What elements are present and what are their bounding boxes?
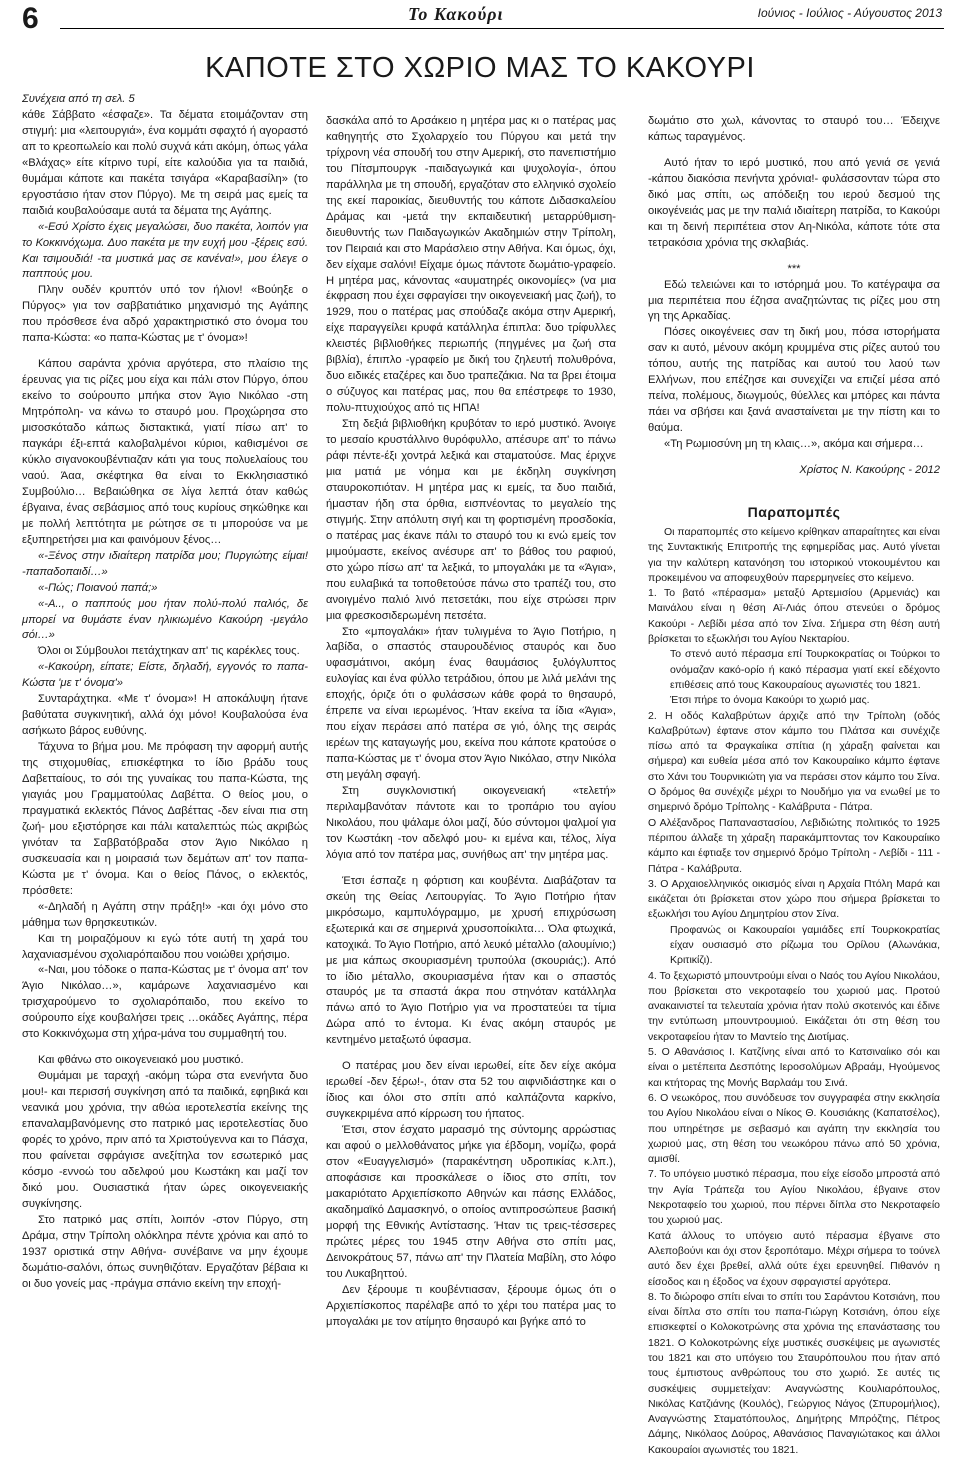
reference-item: Ο Αλέξανδρος Παπαναστασίου, Λεβιδιώτης πολιτικός το 1925 πέριπου άλλαξε τη χάραξη παρακάμπτοντας τον Κακουραίικο κάμπο και έφτιαξε τον σημερινό δρόμο Τρίπολη - Λεβίδι - 111 - Πάτρα - Καλάβρυτα. — [648, 816, 940, 875]
paragraph: Στη συγκλονιστική οικογενειακή «τελετή» περιλαμβανόταν πάντοτε και το τροπάριο του αγίου Νικολάου, που ψάλαμε όλοι μαζί, δύο σύντομοι ψαλμοί για τον Κωστάκη -τον αδελφό μου- κι εμένα και, τέλος, λίγα λόγια από τον πατέρα μας, συνήθως απ' την μητέρα μας. — [326, 785, 616, 861]
paragraph: «-Ξένος στην ιδιαίτερη πατρίδα μου; Πυργιώτης είμαι! -παπαδοπαιδί…» — [22, 549, 308, 578]
paragraph: Στο «μπογαλάκι» ήταν τυλιγμένα το Άγιο Ποτήριο, η λαβίδα, ο σπαστός σταυρουδένιος σταυρός και δυο υφασμάτινοι, ακόμη ένας θαυμάσιος ξυλόγλυπτος ευλογίας και ένα φύλλο τετράδιου, όπου με λιλά μελάνι της εποχής, όριζε ότι ο φυλάσσων κάθε φορά το θησαυρό, έπρεπε να είναι ιερωμένος. Ήταν εκείνα τα ίδια «Άγια», που είχαν περάσει από πατέρα σε γιό, όλης της σειράς ιερέων της καταγωγής μου, εκείνα που κάποτε κρατούσε ο παπα-Κώστας με τ' όνομα στον Άγιο Νικόλαο, στην Νικόλα στη μεγάλη σφαγή. — [326, 625, 616, 782]
paragraph: Εδώ τελειώνει και το ιστόρημά μου. Το κατέγραψα σα μια περιπέτεια που έζησα αναζητώντας τις ρίζες μου στη γη της Αρκαδίας. — [648, 278, 940, 323]
paragraph: «-Α.., ο παππούς μου ήταν πολύ-πολύ παλιός, δε μπορεί να θυμάστε έναν ηλικιωμένο Κακούρη -μεγάλο σόι…» — [22, 597, 308, 642]
paragraph: «-Ναι, μου τόδοκε ο παπα-Κώστας με τ' όνομα απ' τον Άγιο Νικόλαο…», καμάρωνε λαχανιασμένο και τρισχαρούμενο το σχολιαρόπαιδο, που εκείνο το σούρουπο είχε κουβαλήσει τρεις …οκάδες Αγάπης, πέρα στο Κοκκινόχωμα στη χήρα-μάνα του συμμαθητή του. — [22, 964, 308, 1041]
paragraph: Έτσι, στον έσχατο μαρασμό της σύντομης αρρώστιας και αφού ο μελλοθάνατος μήκε για έβδομη, νομίζω, φορά στον «Ευαγγελισμό» (παρακέντηση υδροπικίας κ.λπ.), αποφάσισε και προσκάλεσε ο ίδιος στο σπίτι, τον μακαριότατο Αρχιεπίσκοπο Αθηνών και πάσης Ελλάδος, ακαδημαϊκό Δαμασκηνό, ο οποίος αντιπροσώπευε βασική μορφή της Εθνικής Αντίστασης. Ήταν τις τρεις-τέσσερες πρώτες μέρες του 1945 στην Αθήνα στο σπίτι μας, Δεινοκράτους 57, πάνω απ' την Πλατεία Μαβίλη, στο λόφο του Λυκαβηττού. — [326, 1124, 616, 1280]
newspaper-name: Το Κακούρι — [400, 4, 512, 25]
references-intro: Οι παραπομπές στο κείμενο κρίθηκαν απαραίτητες και είναι της Συντακτικής Επιτροπής της εφημερίδας μας. Αυτό γίνεται για την καλύτερη κατανόηση του ιστορικού ντοκουμέντου και προκειμένου να αποφευχθούν παρερμηνείες στο κείμενο. — [648, 525, 940, 584]
continued-note: Συνέχεια από τη σελ. 5 — [22, 93, 135, 105]
paragraph: κάθε Σάββατο «έσφαζε». Τα δέματα ετοιμάζονταν στη στιγμή: μια «λειτουργιά», ένα κομμάτι σφαχτό ή αγοραστό απ το κρεοπωλείο και πολύ συχνά κάτι ακόμη, όπως γάλα «Βλάχας» είτε κίτρινο τυρί, είτε καλούδια για τα παιδιά, θυμάμαι κάποτε και πακέτα τσιγάρα «Καραβασίλη» (το εργοστάσιο ήταν στον Πύργο). Με τη σειρά μας εμείς τα παιδιά κουβαλούσαμε αυτά τα δέματα της Αγάπης. — [22, 108, 308, 217]
reference-item: 3. Ο Αρχαιοελληνικός οικισμός είναι η Αρχαία Πτόλη Μαρά και εικάζεται ότι βρίσκεται στον χώρο που σήμερα βρίσκεται το εξωκλήσι του Αγίου Δημητρίου στον Σίνα. — [648, 877, 940, 921]
paragraph: «-Κακούρη, είπατε; Είστε, δηλαδή, εγγονός το παπα-Κώστα 'με τ' όνομα'» — [22, 661, 308, 690]
paragraph: «-Δηλαδή η Αγάπη στην πράξη!» -και όχι μόνο στο μάθημα των θρησκευτικών. — [22, 900, 308, 929]
paragraph: Τάχυνα το βήμα μου. Με πρόφαση την αφορμή αυτής της στιχομυθίας, επισκέφτηκα το ίδιο βράδυ τους Δαβετταίους, το σόι της γυναίκας του παπα-Κώστα, της γιαγιάς μου Γραμματούλας Δαβέττα. Ο θείος μου, ο πραγματικά εκλεκτός Πάνος Δαβέττας -δεν είναι πια στη ζωή- μου εξιστόρησε και πάλι καταλεπτώς πώς ακριβώς γινόταν τα Σαββατόβραδα στον Άγιο Νικόλαο η συσκευασία και η μοιρασιά των δεμάτων απ' τον παπα-Κώστα με τ' όνομα. Και ο θείος Πάνος, ο εκλεκτός, πρόσθετε: — [22, 741, 308, 897]
reference-item: 2. Η οδός Καλαβρύτων άρχιζε από την Τρίπολη (οδός Καλαβρύτων) έφτανε στον κάμπο του Πλάτσα και συνέχιζε πίσω από τα Φραγκαίικα σπίτια (η χάραξη φαίνεται και σήμερα) και ευθεία μέσα από τον Κακουραίικο κάμπο έφτανε στο Χάνι του Τουρνικιώτη για να περάσει στον κάμπο του Σίνα. Ο δρόμος θα συνέχιζε μέχρι το Νουδήμο για να ενωθεί με το σημερινό δρόμο Τρίπολης - Καλάβρυτα - Πάτρα. — [648, 709, 940, 814]
page-header — [0, 0, 960, 46]
section-separator: *** — [787, 262, 801, 275]
paragraph: Πλην ουδέν κρυπτόν υπό τον ήλιον! «Βούηξε ο Πύργος» για τον σαββατιάτικο μηχανισμό της Αγάπης που πρόσθεσε ένα αδρό χαρακτηριστικό στο όνομα του παπα-Κώστα: «ο παπα-Κώστας με τ' όνομα»! — [22, 284, 308, 345]
paragraph: δασκάλα από το Αρσάκειο η μητέρα μας κι ο πατέρας μας καθηγητής στο Σχολαρχείο του Πύργου και μετά την τρίχρονη νέα σπουδή του στην Αμερική, στο πανεπιστήμιο του Πίτσμπουργκ -παιδαγωγικά και ψυχολογία-, όπου παράλληλα με τη σπουδή, εργαζόταν στο ελληνικό σχολείο της εκεί παροικίας, διευθυντής του κάποτε Διδασκαλείου Δράμας και -μετά την εκπαιδευτική μεταρρύθμιση- διευθυντής των Παιδαγωγικών Ακαδημιών στην Τρίπολη, τον Πειραιά και στο Μαράσλειο στην Αθήνα. Και όμως, όχι, δεν είχαμε σαλόνι! Είχαμε όμως πάντοτε δωμάτιο-γραφείο. Η μητέρα μας, κάνοντας «αυματηρές οικονομίες» (να μια έκφραση που έχει σφραγίσει την οικογενειακή μας ζωή), το 1929, που ο πατέρας μας σπούδαζε ακόμα στην Αμερική, είχε παραγγείλει κρυφά κατάλληλα έπιπλα: δυο τρίφυλλες κλειστές βιβλιοθήκες περιωπής (πηγμένες μα ζωή στα βιβλία), έπιπλο -γραφείο με δική του ζηλευτή πολυθρόνα, δυο ειδικές εταζέρες και δυο τραπεζάκια. Να τα βρει έτοιμα ο σύζυγος και πατέρας μας, που θα επέστρεφε το 1930, πολυ-πτυχιούχος από τις ΗΠΑ! — [326, 115, 616, 415]
paragraph: Έτσι έσπαζε η φόρτιση και κουβέντα. Διαβάζοταν τα σκεύη της Θείας Λειτουργίας. Το Άγιο Ποτήριο ήταν μικρόσωμο, καμπυλόγραμμο, με χρυσή επιχρύσωση εξωτερικά και σε σημερινά χρυσοποίκιλτα… Όλα φτωχικά, κατοχικά. Το Άγιο Ποτήριο, από λευκό μέταλλο (αλουμίνιο;) με μια κάπως σκουριασμένη τρυπούλα (σκουριάς;). Από το ίδιο μέταλλο, σκουριασμένα ήταν και ο σπαστός σταυρός με τα σπαστά άκρα που στηνόταν κατάλληλα πάνω από το Άγιο Ποτήριο για να προστατεύει τα τίμια Δώρα από το έντομα. Κι ένας ακόμη σταυρός με κεντημένο μεταξωτό ύφασμα. — [326, 874, 616, 1047]
header-rule — [60, 28, 944, 29]
reference-item: 8. Το διώροφο σπίτι είναι το σπίτι του Σαράντου Κοτσιάνη, που είναι δίπλα στο σπίτι του παπα-Γιώργη Κοτσιάνη, όπου είχε επισκεφτεί ο Κολοκοτρώνης στα χρόνια της επανάστασης του 1821. Ο Κολοκοτρώνης είχε μυστικές συσκέψεις με αγωνιστές του 1821 και στο υπόγειο του Σταυρόπουλου που ήταν από τους έμπιστους ανθρώπους του στο χωριό. Σε αυτές τις συσκέψεις συμμετείχαν: Αναγνώστης Κουλιαρόπουλος, Νικόλας Κατζιάνης (Κουλός), Γεώργιος Νάγος (Σπυρομήλιος), Αναγνώστης Σταματόπουλος, Δημήτρης Μπρόζτης, Πέτρος Δάμης, Νικόλαος Δούρος, Αθανάσιος Παναγιώτακος και άλλοι Κακουραίοι αγωνιστές του 1821. — [648, 1290, 940, 1456]
page-number: 6 — [22, 2, 39, 35]
paragraph: Στη δεξιά βιβλιοθήκη κρυβόταν το ιερό μυστικό. Άνοιγε το μεσαίο κρυστάλλινο θυρόφυλλο, απέσυρε απ' το πάνω ράφι πέντε-έξι χοντρά λεξικά και σταματούσε. Μας έριχνε μια ματιά με νόημα και με έκδηλη συγκίνηση σταυροκοπιόταν. Η μητέρα μας κι εμείς, τα δυο παιδιά, ήμασταν ήδη στα όρθια, εισπνέοντας το μεγαλείο της στιγμής. Στην απόλυτη σιγή και τη φορτισμένη προσδοκία, ο πατέρας μας έκανε πάλι το σταυρό του κι ενώ εμείς τον μιμούμαστε, εκείνος ανέσυρε απ' το βάθος του ραφιού, στο χώρο πίσω απ' τα λεξικά, το μπογαλάκι με τα «Άγια», που ευλαβικά τα τοποθετούσε πάνω στο τραπέζι του, στο ανοιγμένο παλιό λινό πετσετάκι, που είχε στρώσει πριν μια φρεσκοσιδερωμένη πετσέτα. — [326, 418, 616, 622]
reference-item: 1. Το βατό «πέρασμα» μεταξύ Αρτεμισίου (Αρμενιάς) και Μαινάλου είναι η θέση Αϊ-Λιάς όπου στενεύει ο δρόμος Κακούρι - Λεβίδι μέσα από τον Σίνα. Σήμερα στη θέση αυτή βρίσκεται το εξωκλήσι του Αγίου Νεκταρίου. — [648, 587, 940, 646]
reference-item: Έτσι πήρε το όνομα Κακούρι το χωριό μας. — [670, 694, 870, 707]
paragraph: «-Πώς; Ποιανού παπά;» — [38, 581, 158, 594]
paragraph: Κάπου σαράντα χρόνια αργότερα, στο πλαίσιο της έρευνας για τις ρίζες μου είχα και πάλι στον Πύργο, όπου εκείνο το σούρουπο μπήκα στον Άγιο Νικόλαο -στη Μητρόπολη- να κάνω το σταυρό μου. Προχώρησα στο μισοσκόταδο κάπως διστακτικά, γιατί πίσω απ' το παγκάρι έξι-επτά καλοβαλμένοι κύριοι, καθισμένοι σε κύκλο σιγανοκουβέντιαζαν κάτι για τους πολυελαίους του ναού. Άαα, σκέφτηκα θα είναι το Εκκλησιαστικό Συμβούλιο… Βεβαιώθηκα σε λίγα λεπτά όταν καθώς έβγαινα, ένας σεβάσμιος από τους κυρίους σηκώθηκε και με πολλή λεπτότητα με ρώτησε σε τι μπορούσε να με εξυπηρετήσει μια και φαινόμουν ξένος… — [22, 358, 308, 546]
reference-item: 4. Το ξεχωριστό μπουντρούμι είναι ο Ναός του Αγίου Νικολάου, που βρίσκεται στο νεκροταφείο του χωριού μας. Προτού ανακαινιστεί τα τελευταία χρόνια ήταν πολύ σκοτεινός και έδινε την εντύπωση μπουντρουμιού. Εικάζεται ότι στη θέση του νεκροταφείου ήταν το Μαντείο της Διοτίμας. — [648, 969, 940, 1043]
reference-item: 6. Ο νεωκόρος, που συνόδευσε τον συγγραφέα στην εκκλησία του Αγίου Νικολάου είναι ο Νίκος Θ. Κουσιάκης (Καπατσέλος), που υπηρέτησε με σεβασμό και αγάπη την εκκλησία του χωριού μας, στη θέση του νεωκόρου πάνω από 50 χρόνια, αμισθί. — [648, 1091, 940, 1166]
reference-item: Το στενό αυτό πέρασμα επί Τουρκοκρατίας οι Τούρκοι το ονόμαζαν κακό-ορίο ή κακό πέρασμα γιατί εκεί εδέχοντο επιθέσεις από τους Κακουραίους αγωνιστές του 1821. — [670, 648, 940, 691]
paragraph: δωμάτιο στο χωλ, κάνοντας το σταυρό του… Έδειχνε κάπως ταραγμένος. — [648, 115, 940, 143]
paragraph: Συνταράχτηκα. «Με τ' όνομα»! Η αποκάλυψη ήτανε βαθύτατα συγκινητική, αλλά όχι μόνο! Κουβαλούσα ένα ασήκωτο βάρος ευθύνης. — [22, 693, 308, 738]
paragraph: Ο πατέρας μου δεν είναι ιερωθεί, είτε δεν είχε ακόμα ιερωθεί -δεν ξέρω!-, όταν στα 52 του αιφνιδιάστηκε και ο ίδιος και όλοι στο σπίτι από καλπάζοντα καρκίνο, συγκεκριμένα από κίρρωση του ήπατος. — [326, 1060, 616, 1121]
reference-item: Προφανώς οι Κακουραίοι γαμιάδες επί Τουρκοκρατίας είχαν ουσιασμό στο ρίζωμα του Ορίλου (Αλωνάκια, Κριτικίζι). — [670, 923, 940, 967]
reference-item: Κατά άλλους το υπόγειο αυτό πέρασμα έβγαινε στο Αλεποβούνι και όχι στον ξεροπόταμο. Μέχρι σήμερα το τούνελ αυτό δεν έχει βρεθεί, αλλά ούτε έχει ερευνηθεί. Πιθανόν η είσοδος και η έξοδος να έχουν σφραγιστεί αργότερα. — [648, 1229, 940, 1288]
paragraph: «-Εσύ Χρίστο έχεις μεγαλώσει, δυο πακέτα, λοιπόν για το Κοκκινόχωμα. Δυο πακέτα με την ευχή μου -ξέρεις εσύ. Και τσιμουδιά! -τα μυστικά μας σε κανένα!», μου έλεγε ο παππούς μου. — [22, 220, 308, 281]
reference-item: 5. Ο Αθανάσιος Ι. Κατζίνης είναι από το Κατσιναίικο σόι και είναι ο μετέπειτα Δεσπότης Ιεροσολύμων Αβραάμ, Ηγούμενος και κτήτορας της Μονής Βαρλαάμ του Σινά. — [648, 1046, 940, 1089]
article-title: ΚΑΠΟΤΕ ΣΤΟ ΧΩΡΙΟ ΜΑΣ ΤΟ ΚΑΚΟΥΡΙ — [205, 52, 755, 84]
paragraph: Πόσες οικογένειες σαν τη δική μου, πόσα ιστορήματα σαν κι αυτό, μένουν ακόμη κρυμμένα στις ρίζες αυτού του τόπου, αυτής της πατρίδας και αυτού του λαού των Ελλήνων, που επέζησε και συνεχίζει να επιζεί μέσα από πείνα, πολέμους, διωγμούς, θύελλες και μπόρες και πάντα πάει να σβήσει και ξανά ανασταίνεται με την πίστη και το θαύμα. — [648, 326, 940, 435]
paragraph: Στο πατρικό μας σπίτι, λοιπόν -στον Πύργο, στη Δράμα, στην Τρίπολη ολόκληρα πέντε χρόνια και από το 1937 οριστικά στην Αθήνα- συνέβαινε να μην έχουμε δωμάτιο-σαλόνι, όπως συνηθιζόταν. Εργαζόταν βέβαια κι οι δυο γονείς μας -πράγμα σπάνιο εκείνη την εποχή- — [22, 1213, 308, 1290]
paragraph: Και τη μοιραζόμουν κι εγώ τότε αυτή τη χαρά του λαχανιασμένου σχολιαρόπαιδου που νοιώθει χρήσιμο. — [22, 932, 308, 961]
paragraph: Όλοι οι Σύμβουλοι πετάχτηκαν απ' τις καρέκλες τους. — [38, 645, 300, 658]
article-column-1 — [22, 92, 308, 1293]
references-heading: Παραπομπές — [747, 504, 841, 521]
reference-item: 7. Το υπόγειο μυστικό πέρασμα, που είχε είσοδο μπροστά από την Αγία Τράπεζα του Αγίου Νικολάου, έβγαινε στον Νεκροταφείο του χωριού, που πέρνει δίπλα στο Νεκροταφείο του χωριού μας. — [648, 1168, 940, 1227]
paragraph: «Τη Ρωμιοσύνη μη τη κλαις…», ακόμα και σήμερα… — [664, 438, 924, 451]
paragraph: Θυμάμαι με ταραχή -ακόμη τώρα στα ενενήντα δυο μου!- και περισσή συγκίνηση από τα παιδικά, εφηβικά και νεανικά μου χρόνια, την αθώα ιεροτελεστία εκείνης της επαναλαμβανόμενης στο πατρικό μας ιεροτελεστίας δυο φορές το χρόνο, πριν από τα Χριστούγεννα και το Πάσχα, που φαίνεται σφράγισε ανεξίτηλα τον εσωτερικό μας κόσμο -εννοώ του αδελφού μου Κωστάκη και μαζί τον δικό μου. Ουσιαστικά ήταν ώρες οικογενειακής συγκίνησης. — [22, 1070, 308, 1210]
paragraph: Αυτό ήταν το ιερό μυστικό, που από γενιά σε γενιά -κάπου διακόσια πενήντα χρόνια!- φυλάσσονταν τώρα στο δικό μας σπίτι, ως απόδειξη του ιερού δεσμού της οικογένειάς μας με την παλιά ιδιαίτερη πατρίδα, το Κακούρι και τη δεινή περιπέτεια στον Αη-Νικόλα, κάποτε τότε στα τετρακόσια χρόνια της σκλαβιάς. — [648, 156, 940, 249]
article-column-2 — [326, 114, 616, 1330]
paragraph: Και φθάνω στο οικογενειακό μου μυστικό. — [38, 1054, 244, 1067]
references-list — [648, 525, 940, 1458]
paragraph: Δεν ξέρουμε τι κουβέντιασαν, ξέρουμε όμως ότι ο Αρχιεπίσκοπος παρέλαβε από το χέρι του πατέρα μας το μπογαλάκι με τον ατίμητο θησαυρό και βγήκε από το — [326, 1283, 616, 1328]
article-column-3 — [648, 114, 940, 1458]
issue-date: Ιούνιος - Ιούλιος - Αύγουστος 2013 — [750, 6, 942, 20]
author-signature: Χρίστος Ν. Κακούρης - 2012 — [799, 464, 940, 477]
